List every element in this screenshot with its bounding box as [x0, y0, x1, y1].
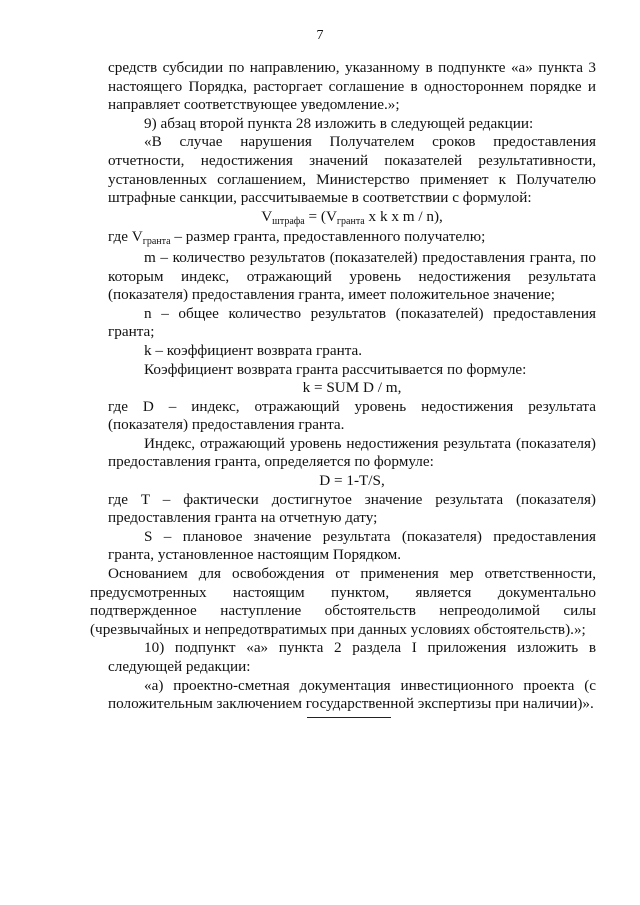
- definition-n: n – общее количество результатов (показателей) предоставления гранта;: [108, 304, 596, 341]
- document-body: [90, 59, 596, 714]
- formula-penalty-v: V: [261, 207, 273, 225]
- definition-m: m – количество результатов (показателей) предоставления гранта, по которым индекс, отражающий уровень недостижения результата (показателя) предоставления гранта, имеет положительное значение;: [108, 248, 596, 304]
- formula-penalty: [108, 208, 596, 229]
- paragraph-penalty-intro: «В случае нарушения Получателем сроков предоставления отчетности, недостижения значений показателей результативности, установленных соглашением, Министерство применяет к Получателю штрафные санкции, рассчитываемые в соответствии с формулой:: [108, 133, 596, 207]
- paragraph-k-formula-intro: Коэффициент возврата гранта рассчитывается по формуле:: [144, 360, 527, 378]
- paragraph-force-majeure: Основанием для освобождения от применения мер ответственности, предусмотренных настоящим пунктом, является документально подтвержденное наступление обстоятельств непреодолимой силы (чрезвычайных и непредотвратимых при данных условиях обстоятельств).»;: [90, 565, 596, 638]
- formula-d: D = 1-T/S,: [319, 472, 385, 490]
- definition-v-grant-sub: гранта: [142, 236, 171, 248]
- formula-penalty-sub: штрафа: [272, 215, 305, 227]
- page-number: 7: [316, 28, 324, 43]
- definition-v-grant: [108, 228, 596, 249]
- paragraph-item-9: 9) абзац второй пункта 28 изложить в следующей редакции:: [144, 114, 534, 132]
- formula-penalty-end: x k x m / n),: [364, 207, 443, 225]
- paragraph-subsidy-termination: средств субсидии по направлению, указанному в подпункте «а» пункта 3 настоящего Порядка, расторгает соглашение в одностороннем порядке и направляет соответствующее уведомление.»;: [108, 59, 596, 114]
- definition-d: где D – индекс, отражающий уровень недостижения результата (показателя) предоставления гранта.: [108, 397, 596, 434]
- definition-v-grant-post: – размер гранта, предоставленного получателю;: [170, 228, 486, 246]
- definition-k: k – коэффициент возврата гранта.: [144, 341, 363, 359]
- definition-v-grant-pre: где V: [108, 228, 143, 246]
- formula-k: k = SUM D / m,: [302, 379, 402, 397]
- formula-penalty-mid: = (V: [304, 207, 337, 225]
- end-divider: [307, 717, 391, 718]
- paragraph-design-documentation: «а) проектно-сметная документация инвестиционного проекта (с положительным заключением государственной экспертизы при наличии)».: [108, 676, 596, 713]
- formula-penalty-sub-grant: гранта: [336, 215, 365, 227]
- paragraph-item-10: 10) подпункт «а» пункта 2 раздела I приложения изложить в следующей редакции:: [108, 639, 596, 675]
- definition-s: S – плановое значение результата (показателя) предоставления гранта, установленное настоящим Порядком.: [108, 527, 596, 564]
- paragraph-d-formula-intro: Индекс, отражающий уровень недостижения результата (показателя) предоставления гранта, определяется по формуле:: [108, 434, 596, 471]
- definition-t: где T – фактически достигнутое значение результата (показателя) предоставления гранта на отчетную дату;: [108, 490, 596, 527]
